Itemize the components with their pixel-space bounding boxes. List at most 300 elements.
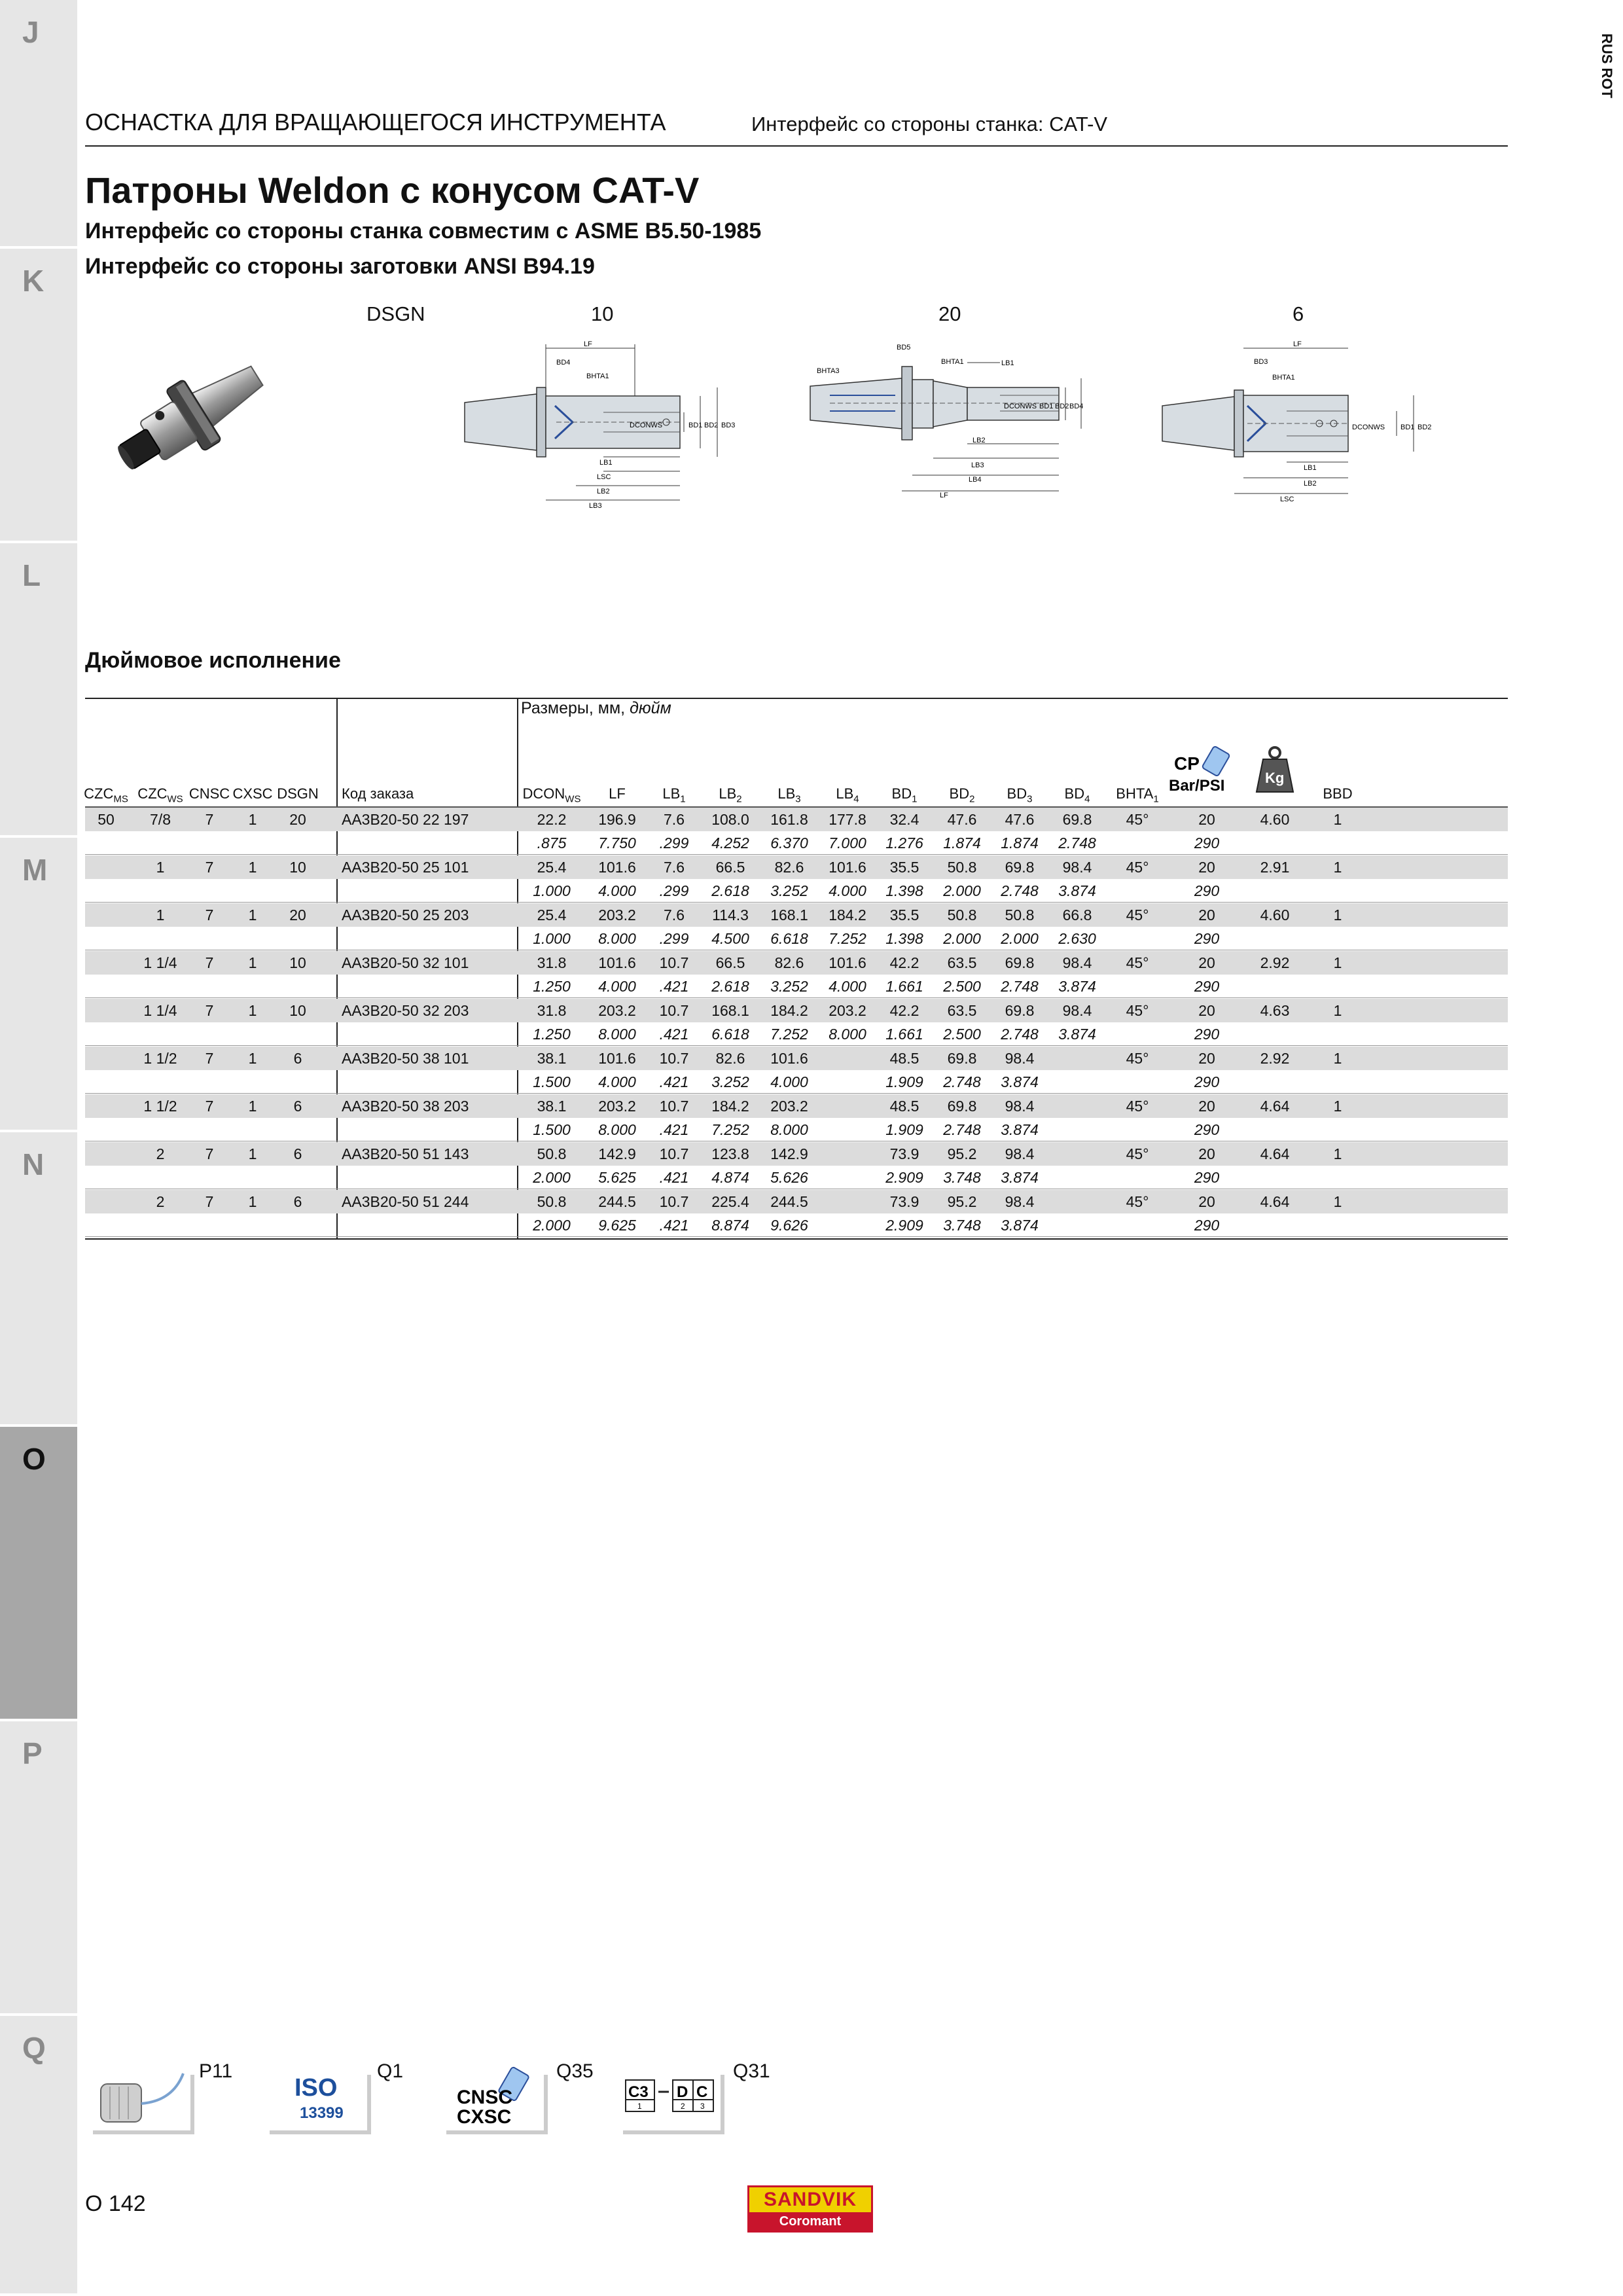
cell-lf: 4.000 (598, 1073, 636, 1090)
table-row (85, 1142, 1508, 1166)
cell-bd4: 3.874 (1058, 882, 1096, 899)
cell-lf: 203.2 (598, 1002, 636, 1019)
cell-czc-ws: 1 (156, 859, 165, 876)
cell-bd3: 3.874 (1001, 1121, 1039, 1138)
cell-bd2: 2.000 (943, 882, 981, 899)
cell-bd1: 1.661 (885, 978, 923, 995)
cell-czc-ws: 2 (156, 1145, 165, 1162)
subtitle-machine-side: Интерфейс со стороны станка совместим с ASME B5.50-1985 (85, 219, 762, 243)
cell-coolant-pressure: 290 (1194, 1073, 1220, 1090)
cell-dcon-ws: 1.000 (533, 882, 571, 899)
cell-bd3: 98.4 (1005, 1050, 1035, 1067)
cell-bd3: 1.874 (1001, 834, 1039, 852)
cell-lb1: .421 (659, 978, 689, 995)
cell-dcon-ws: 31.8 (537, 1002, 567, 1019)
cell-bd1: 2.909 (885, 1169, 923, 1186)
cell-lf: 5.625 (598, 1169, 636, 1186)
section-tab-p[interactable]: P (0, 1721, 77, 2016)
col-header-cnsc: CNSC (188, 785, 230, 802)
cell-bd3: 69.8 (1005, 954, 1035, 971)
cell-bd3: 3.874 (1001, 1073, 1039, 1090)
diagram-10-label-bhta1: BHTA1 (586, 372, 609, 380)
cell-coolant-pressure: 20 (1198, 859, 1215, 876)
cell-lb2: 114.3 (712, 906, 749, 924)
cell-cnsc: 7 (205, 1098, 214, 1115)
col-header-order-code: Код заказа (342, 785, 414, 802)
header-interface: Интерфейс со стороны станка: CAT-V (751, 113, 1108, 135)
svg-text:Bar/PSI: Bar/PSI (1169, 777, 1225, 795)
cell-lb2: 2.618 (711, 882, 749, 899)
table-row (85, 808, 1508, 831)
dsgn-label: DSGN (366, 302, 425, 325)
cell-lb2: 66.5 (715, 954, 745, 971)
cell-weight: 4.64 (1260, 1145, 1290, 1162)
cell-bd4: 69.8 (1062, 811, 1092, 828)
cell-dsgn: 10 (289, 1002, 306, 1019)
cell-bd3: 69.8 (1005, 1002, 1035, 1019)
table-row (85, 1213, 1508, 1237)
cell-order-code[interactable]: AA3B20-50 51 244 (342, 1193, 469, 1210)
sandvik-coromant-logo: SANDVIK Coromant (747, 2185, 873, 2233)
cell-bd1: 48.5 (889, 1050, 919, 1067)
cell-dcon-ws: 38.1 (537, 1050, 567, 1067)
cell-lb2: 4.252 (711, 834, 749, 852)
cell-lb3: 9.626 (770, 1217, 808, 1234)
cell-czc-ws: 1 1/2 (143, 1098, 177, 1115)
svg-text:13399: 13399 (300, 2104, 344, 2122)
cell-cxsc: 1 (248, 906, 257, 924)
cell-bd4: 2.630 (1058, 930, 1096, 947)
cell-bhta1: 45° (1126, 1002, 1149, 1019)
cell-dcon-ws: 50.8 (537, 1193, 567, 1210)
section-strip (0, 0, 77, 2296)
cell-lb4: 7.252 (829, 930, 866, 947)
diagram-10-label-lb2: LB2 (597, 488, 610, 495)
table-row (85, 999, 1508, 1022)
cell-dcon-ws: 2.000 (533, 1169, 571, 1186)
cell-lb3: 3.252 (770, 978, 808, 995)
cell-dcon-ws: 25.4 (537, 906, 567, 924)
cell-lb2: 82.6 (715, 1050, 745, 1067)
cell-lf: 101.6 (598, 954, 636, 971)
diagram-10-label-bd2: BD2 (704, 422, 719, 429)
iso-13399-icon[interactable] (264, 2055, 376, 2140)
cell-bd3: 3.874 (1001, 1217, 1039, 1234)
header-divider (85, 145, 1508, 147)
table-row (85, 1118, 1508, 1141)
cell-lb4: 184.2 (829, 906, 866, 924)
diagram-20-label-lb4: LB4 (969, 476, 982, 484)
cell-lb3: 142.9 (770, 1145, 808, 1162)
section-tab-o[interactable]: O (0, 1427, 77, 1721)
cell-lb4: 7.000 (829, 834, 866, 852)
table-row (85, 831, 1508, 855)
table-row (85, 1166, 1508, 1189)
cell-order-code[interactable]: AA3B20-50 22 197 (342, 811, 469, 828)
svg-text:ISO: ISO (294, 2074, 338, 2102)
cell-coolant-pressure: 20 (1198, 1002, 1215, 1019)
cell-lb1: 10.7 (659, 1193, 689, 1210)
cell-dcon-ws: 1.500 (533, 1073, 571, 1090)
diagram-6-label-lb1: LB1 (1304, 464, 1317, 472)
cell-lf: 101.6 (598, 1050, 636, 1067)
dsgn-value-6: 6 (1293, 302, 1304, 325)
cell-cnsc: 7 (205, 954, 214, 971)
cell-bd1: 1.909 (885, 1121, 923, 1138)
svg-text:2: 2 (681, 2102, 685, 2111)
svg-text:1: 1 (637, 2102, 642, 2111)
page-title: Патроны Weldon с конусом CAT-V (85, 170, 700, 211)
table-row (85, 1047, 1508, 1070)
cell-coolant-pressure: 20 (1198, 1050, 1215, 1067)
cell-bd2: 95.2 (947, 1193, 977, 1210)
cell-weight: 2.92 (1260, 954, 1290, 971)
cell-lb2: 225.4 (711, 1193, 749, 1210)
section-tab-l[interactable]: L (0, 543, 77, 838)
cell-coolant-pressure: 290 (1194, 1121, 1220, 1138)
cell-bd2: 2.748 (943, 1121, 981, 1138)
cell-lb3: 82.6 (774, 859, 804, 876)
cell-order-code[interactable]: AA3B20-50 25 101 (342, 859, 469, 876)
cell-bd1: 73.9 (889, 1145, 919, 1162)
cell-bhta1: 45° (1126, 811, 1149, 828)
cell-coolant-pressure: 20 (1198, 1098, 1215, 1115)
table-row (85, 903, 1508, 927)
diagram-dsgn-10 (458, 340, 766, 511)
cell-bhta1: 45° (1126, 1050, 1149, 1067)
cell-lb4: 101.6 (829, 859, 866, 876)
cell-cxsc: 1 (248, 859, 257, 876)
cell-cnsc: 7 (205, 859, 214, 876)
ref-label-q31[interactable]: Q31 (733, 2060, 770, 2082)
cell-coolant-pressure: 290 (1194, 930, 1220, 947)
cell-lb3: 161.8 (770, 811, 808, 828)
table-row (85, 1190, 1508, 1213)
col-header-dcon-ws: $DCON_{WS}$ (522, 785, 581, 805)
cell-bd4: 98.4 (1062, 1002, 1092, 1019)
cell-czc-ws: 7/8 (150, 811, 171, 828)
diagram-10-label-bd4: BD4 (556, 359, 571, 367)
cell-cxsc: 1 (248, 1002, 257, 1019)
cell-lb3: 244.5 (770, 1193, 808, 1210)
cell-bd3: 3.874 (1001, 1169, 1039, 1186)
cell-lb3: 3.252 (770, 882, 808, 899)
diagram-20-label-bhta1: BHTA1 (941, 358, 964, 366)
cell-czc-ws: 1 1/4 (143, 1002, 177, 1019)
cell-bd1: 32.4 (889, 811, 919, 828)
diagram-6-label-dconws: DCONWS (1352, 423, 1385, 431)
col-header-czc-ms: $CZC_{MS}$ (84, 785, 128, 805)
cell-lb4: 177.8 (829, 811, 866, 828)
cell-lb1: .299 (659, 834, 689, 852)
cell-lf: 7.750 (598, 834, 636, 852)
cell-dcon-ws: 1.250 (533, 978, 571, 995)
cell-bd3: 2.748 (1001, 882, 1039, 899)
col-header-dsgn: DSGN (277, 785, 319, 802)
cell-lf: 4.000 (598, 882, 636, 899)
diagram-6-label-lf: LF (1293, 340, 1302, 348)
table-row (85, 975, 1508, 998)
diagram-20-label-bd5: BD5 (897, 344, 911, 351)
cell-lb1: .421 (659, 1217, 689, 1234)
cell-czc-ws: 1 1/2 (143, 1050, 177, 1067)
cell-bd4: 66.8 (1062, 906, 1092, 924)
cell-bbd: 1 (1333, 1193, 1342, 1210)
cell-bhta1: 45° (1126, 954, 1149, 971)
cell-lb4: 8.000 (829, 1026, 866, 1043)
cell-lf: 244.5 (598, 1193, 636, 1210)
weight-icon (1249, 745, 1301, 797)
cell-lb1: 10.7 (659, 1098, 689, 1115)
cell-cxsc: 1 (248, 1193, 257, 1210)
cell-bd2: 63.5 (947, 954, 977, 971)
cell-bd2: 63.5 (947, 1002, 977, 1019)
cell-bd1: 35.5 (889, 906, 919, 924)
cell-lb2: 66.5 (715, 859, 745, 876)
cell-lb2: 123.8 (711, 1145, 749, 1162)
ref-label-p11[interactable]: P11 (199, 2060, 233, 2082)
diagram-20-label-lf: LF (940, 492, 948, 499)
cell-czc-ws: 1 1/4 (143, 954, 177, 971)
diagram-20-label-bd4: BD4 (1069, 403, 1084, 410)
cell-bd2: 50.8 (947, 859, 977, 876)
cell-bd3: 2.748 (1001, 978, 1039, 995)
cell-bbd: 1 (1333, 1098, 1342, 1115)
diagram-20-label-bd2: BD2 (1055, 403, 1069, 410)
cell-cnsc: 7 (205, 906, 214, 924)
cell-bd2: 69.8 (947, 1050, 977, 1067)
col-header-bd4: $BD_4$ (1064, 785, 1090, 805)
cell-weight: 4.63 (1260, 1002, 1290, 1019)
diagram-dsgn-20 (804, 340, 1111, 511)
cell-bd2: 2.500 (943, 1026, 981, 1043)
cell-bhta1: 45° (1126, 1145, 1149, 1162)
cell-lb1: 10.7 (659, 954, 689, 971)
section-tab-j[interactable]: J (0, 0, 77, 249)
cell-lb2: 2.618 (711, 978, 749, 995)
tool-holder-photo (105, 327, 281, 504)
cell-coolant-pressure: 290 (1194, 834, 1220, 852)
cell-bd4: 3.874 (1058, 1026, 1096, 1043)
cell-coolant-pressure: 290 (1194, 1169, 1220, 1186)
cell-weight: 4.60 (1260, 811, 1290, 828)
cell-bd3: 47.6 (1005, 811, 1035, 828)
cell-bd4: 98.4 (1062, 954, 1092, 971)
cell-bd4: 2.748 (1058, 834, 1096, 852)
cell-bd2: 3.748 (943, 1169, 981, 1186)
dsgn-value-20: 20 (938, 302, 961, 325)
table-row (85, 951, 1508, 975)
section-tab-q[interactable]: Q (0, 2016, 77, 2296)
cell-bbd: 1 (1333, 859, 1342, 876)
cell-lb1: .299 (659, 930, 689, 947)
col-header-bd2: $BD_2$ (949, 785, 975, 805)
cell-coolant-pressure: 20 (1198, 1145, 1215, 1162)
cell-bd2: 2.000 (943, 930, 981, 947)
cell-lb2: 7.252 (711, 1121, 749, 1138)
cell-lb1: .421 (659, 1026, 689, 1043)
svg-text:C: C (696, 2083, 708, 2101)
cell-lb3: 7.252 (770, 1026, 808, 1043)
cell-bd2: 69.8 (947, 1098, 977, 1115)
svg-text:CP: CP (1174, 753, 1200, 774)
diagram-20-label-lb1: LB1 (1001, 359, 1014, 367)
cell-dsgn: 6 (293, 1145, 302, 1162)
cell-bd2: 2.500 (943, 978, 981, 995)
cell-czc-ms: 50 (98, 811, 115, 828)
cell-cnsc: 7 (205, 1193, 214, 1210)
cell-coolant-pressure: 290 (1194, 1217, 1220, 1234)
cell-bd1: 42.2 (889, 954, 919, 971)
cell-czc-ws: 2 (156, 1193, 165, 1210)
svg-text:CNSC: CNSC (457, 2087, 513, 2108)
col-header-bbd: BBD (1323, 785, 1353, 802)
cell-dcon-ws: .875 (537, 834, 567, 852)
cell-lb3: 6.618 (770, 930, 808, 947)
svg-text:CXSC: CXSC (457, 2106, 512, 2128)
table-row (85, 1094, 1508, 1118)
cell-lb3: 101.6 (770, 1050, 808, 1067)
cell-bbd: 1 (1333, 1002, 1342, 1019)
table-top-rule (85, 698, 1508, 699)
cell-dsgn: 10 (289, 954, 306, 971)
cell-cxsc: 1 (248, 1050, 257, 1067)
cell-coolant-pressure: 290 (1194, 882, 1220, 899)
col-header-bhta1: $BHTA_1$ (1116, 785, 1159, 805)
cell-lb1: .421 (659, 1073, 689, 1090)
cell-lf: 203.2 (598, 1098, 636, 1115)
cell-bbd: 1 (1333, 1050, 1342, 1067)
cell-order-code[interactable]: AA3B20-50 25 203 (342, 906, 469, 924)
section-tab-k[interactable]: K (0, 249, 77, 543)
coromant-capto-code-icon[interactable] (618, 2055, 729, 2140)
cell-dsgn: 20 (289, 811, 306, 828)
ref-label-q35[interactable]: Q35 (556, 2060, 594, 2082)
cell-lb1: .299 (659, 882, 689, 899)
col-header-lb2: $LB_2$ (719, 785, 742, 805)
table-row (85, 1070, 1508, 1094)
spec-table (85, 698, 1508, 1240)
cell-order-code[interactable]: AA3B20-50 38 203 (342, 1098, 469, 1115)
cell-cnsc: 7 (205, 1002, 214, 1019)
cell-lb1: 10.7 (659, 1050, 689, 1067)
cell-bd1: 42.2 (889, 1002, 919, 1019)
cell-dcon-ws: 22.2 (537, 811, 567, 828)
cell-lb2: 168.1 (711, 1002, 749, 1019)
cell-order-code[interactable]: AA3B20-50 32 101 (342, 954, 469, 971)
cell-lb1: 7.6 (664, 811, 685, 828)
cell-lb4: 203.2 (829, 1002, 866, 1019)
cell-bd3: 2.000 (1001, 930, 1039, 947)
col-header-bd1: $BD_1$ (891, 785, 918, 805)
cell-bd1: 1.276 (885, 834, 923, 852)
cell-dsgn: 6 (293, 1098, 302, 1115)
cell-lb3: 5.626 (770, 1169, 808, 1186)
cell-lb2: 108.0 (711, 811, 749, 828)
cnsc-cxsc-icon[interactable] (441, 2055, 552, 2140)
cell-bd1: 35.5 (889, 859, 919, 876)
cell-weight: 4.60 (1260, 906, 1290, 924)
section-tab-m[interactable]: M (0, 838, 77, 1132)
cell-dcon-ws: 1.250 (533, 1026, 571, 1043)
cell-lb1: 7.6 (664, 906, 685, 924)
cell-lf: 9.625 (598, 1217, 636, 1234)
cell-order-code[interactable]: AA3B20-50 32 203 (342, 1002, 469, 1019)
diagram-6-label-lsc: LSC (1280, 495, 1294, 503)
cell-coolant-pressure: 20 (1198, 954, 1215, 971)
cell-lf: 8.000 (598, 1121, 636, 1138)
cell-lb3: 184.2 (770, 1002, 808, 1019)
diagram-20-label-bhta3: BHTA3 (817, 367, 840, 375)
diagram-10-label-lsc: LSC (597, 473, 611, 481)
cell-bhta1: 45° (1126, 1193, 1149, 1210)
diagram-20-label-lb3: LB3 (971, 461, 984, 469)
cell-order-code[interactable]: AA3B20-50 38 101 (342, 1050, 469, 1067)
cell-bd3: 98.4 (1005, 1098, 1035, 1115)
table-row (85, 927, 1508, 950)
cell-bd4: 98.4 (1062, 859, 1092, 876)
cell-bd3: 98.4 (1005, 1145, 1035, 1162)
cell-lb3: 82.6 (774, 954, 804, 971)
cell-coolant-pressure: 20 (1198, 1193, 1215, 1210)
cell-bd2: 95.2 (947, 1145, 977, 1162)
cell-dcon-ws: 38.1 (537, 1098, 567, 1115)
cell-lb1: 7.6 (664, 859, 685, 876)
cell-cnsc: 7 (205, 1145, 214, 1162)
cell-lb2: 6.618 (711, 1026, 749, 1043)
cell-order-code[interactable]: AA3B20-50 51 143 (342, 1145, 469, 1162)
cell-bbd: 1 (1333, 906, 1342, 924)
collet-icon[interactable] (88, 2055, 199, 2140)
diagram-dsgn-6 (1156, 340, 1463, 511)
cell-dsgn: 10 (289, 859, 306, 876)
cell-lb1: .421 (659, 1169, 689, 1186)
cell-bbd: 1 (1333, 811, 1342, 828)
diagram-10-label-lb1: LB1 (599, 459, 613, 467)
col-header-lb1: $LB_1$ (662, 785, 686, 805)
cell-lb3: 168.1 (770, 906, 808, 924)
table-row (85, 879, 1508, 903)
cell-bd2: 1.874 (943, 834, 981, 852)
cell-bd1: 1.909 (885, 1073, 923, 1090)
cell-lf: 203.2 (598, 906, 636, 924)
cell-lf: 196.9 (598, 811, 636, 828)
ref-label-q1[interactable]: Q1 (377, 2060, 404, 2082)
cell-bd2: 2.748 (943, 1073, 981, 1090)
section-tab-n[interactable]: N (0, 1132, 77, 1427)
diagram-20-label-lb2: LB2 (972, 437, 986, 444)
cell-bd3: 98.4 (1005, 1193, 1035, 1210)
cell-bd3: 2.748 (1001, 1026, 1039, 1043)
cell-weight: 2.91 (1260, 859, 1290, 876)
cell-dcon-ws: 1.000 (533, 930, 571, 947)
cell-dsgn: 6 (293, 1050, 302, 1067)
cell-lb2: 3.252 (711, 1073, 749, 1090)
diagram-10-label-bd3: BD3 (721, 422, 736, 429)
cell-dcon-ws: 25.4 (537, 859, 567, 876)
cell-bhta1: 45° (1126, 906, 1149, 924)
cell-weight: 2.92 (1260, 1050, 1290, 1067)
cell-lb4: 4.000 (829, 978, 866, 995)
diagram-6-label-bhta1: BHTA1 (1272, 374, 1295, 382)
diagram-20-label-dconws: DCONWS (1004, 403, 1037, 410)
col-header-bd3: $BD_3$ (1007, 785, 1033, 805)
cell-dsgn: 20 (289, 906, 306, 924)
cell-bd1: 48.5 (889, 1098, 919, 1115)
cell-bd1: 2.909 (885, 1217, 923, 1234)
cell-cxsc: 1 (248, 1145, 257, 1162)
cell-cnsc: 7 (205, 1050, 214, 1067)
